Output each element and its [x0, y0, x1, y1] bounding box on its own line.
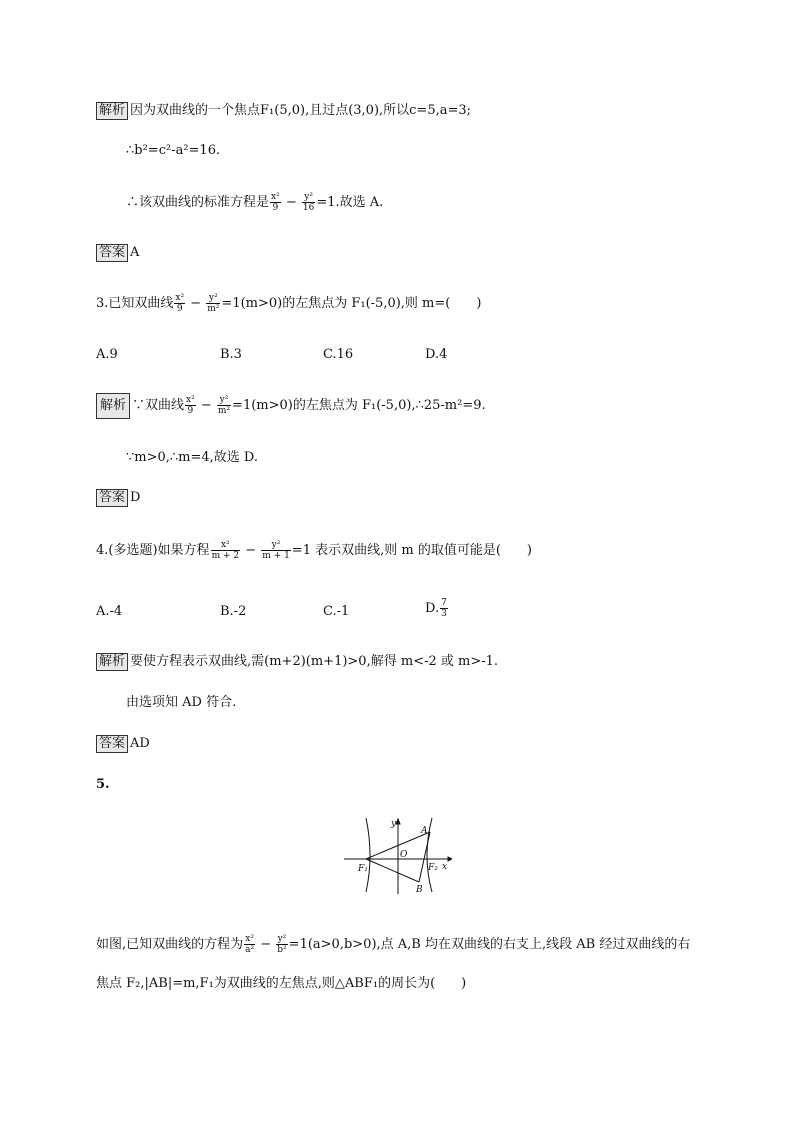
denominator: b² — [277, 945, 287, 955]
answer-tag: 答案 — [96, 244, 128, 262]
fraction — [211, 540, 241, 561]
label-y: y — [391, 819, 397, 829]
option-a: A.-4 — [96, 604, 123, 619]
denominator: m² — [217, 406, 231, 416]
option-b: B.3 — [220, 347, 242, 362]
text: 4.(多选题)如果方程 — [96, 543, 210, 558]
label-x: x — [442, 862, 448, 872]
numerator: y² — [206, 293, 220, 304]
answer-value: D — [130, 490, 141, 505]
q3-solution-line1: 解析 ∵双曲线 $\frac{\text{x²}}{9}$ − $\frac{\text{y²}}{\text{m²}}$ =1(m>0)的左焦点为 F₁(-5,0),∴25-m²=9. — [96, 393, 486, 419]
option-a: A.9 — [96, 347, 118, 362]
label-f1: F₁ — [358, 864, 368, 874]
denominator: m² — [207, 304, 220, 314]
q5-number: 5. — [96, 777, 110, 792]
left-branch — [366, 818, 370, 892]
label-o: O — [400, 850, 408, 860]
denominator: 9 — [176, 304, 183, 314]
numerator: x² — [271, 192, 280, 202]
numerator: y² — [217, 395, 231, 406]
text: ∵双曲线 — [132, 398, 185, 413]
numerator: y² — [277, 934, 287, 944]
q5-stem-line2: 焦点 F₂,|AB|=m,F₁为双曲线的左焦点,则△ABF₁的周长为( ) — [96, 976, 467, 991]
option-b: B.-2 — [220, 604, 247, 619]
fraction — [217, 395, 231, 416]
text: 如图,已知双曲线的方程为 — [96, 937, 244, 952]
hyperbola-figure — [344, 816, 452, 894]
numerator: y² — [302, 192, 315, 203]
fraction — [174, 293, 185, 314]
denominator: 9 — [272, 203, 279, 213]
denominator: m + 2 — [211, 551, 240, 561]
answer-tag: 答案 — [96, 735, 128, 753]
solution-tag: 解析 — [96, 102, 128, 120]
fraction — [244, 934, 255, 955]
numerator: y² — [261, 540, 291, 551]
text: =1(a>0,b>0),点 A,B 均在双曲线的右支上,线段 AB 经过双曲线的右 — [288, 937, 691, 952]
text: =1(m>0)的左焦点为 F₁(-5,0),∴25-m²=9. — [232, 398, 486, 413]
q4-solution-line1 — [96, 652, 498, 672]
denominator: m + 1 — [262, 551, 290, 561]
p2-solution-line3: ∴该双曲线的标准方程是 $\frac{\text{x²}}{9}$ − $\frac{\text{y²}}{16}$ =1.故选 A. — [126, 192, 384, 213]
denominator: 16 — [302, 203, 315, 213]
x-axis-arrow — [448, 857, 452, 861]
text: =1.故选 A. — [316, 195, 384, 210]
answer-value: AD — [130, 736, 150, 751]
numerator: x² — [245, 934, 254, 944]
denominator: 9 — [187, 406, 194, 416]
q4-solution-line2: 由选项知 AD 符合. — [126, 695, 237, 710]
p2-answer — [96, 243, 139, 263]
denominator: 3 — [441, 609, 447, 619]
q3-answer — [96, 488, 140, 508]
text: =1(m>0)的左焦点为 F₁(-5,0),则 m=( ) — [221, 296, 482, 311]
answer-tag: 答案 — [96, 489, 128, 507]
solution-tag: 解析 — [96, 393, 130, 419]
p2-solution-line2: ∴b²=c²-a²=16. — [126, 143, 221, 158]
option-c: C.-1 — [323, 604, 350, 619]
q3-solution-line2: ∵m>0,∴m=4,故选 D. — [126, 450, 259, 465]
numerator: x² — [211, 540, 241, 551]
text: D. — [425, 601, 440, 616]
label-b: B — [416, 885, 423, 894]
option-d: D.4 — [425, 347, 448, 362]
p2-solution-line1 — [96, 101, 471, 121]
text: ∴该双曲线的标准方程是 — [126, 195, 270, 210]
solution-text: 因为双曲线的一个焦点F₁(5,0),且过点(3,0),所以c=5,a=3; — [130, 103, 472, 118]
y-axis-arrow — [396, 819, 400, 824]
fraction — [276, 934, 287, 955]
fraction — [302, 192, 315, 213]
label-f2: F₂ — [428, 863, 438, 873]
denominator: a² — [245, 945, 255, 955]
numerator: 7 — [441, 598, 447, 608]
q4-stem: 4.(多选题)如果方程 $\frac{\text{x²}}{m + 2}$ − $\frac{\text{y²}}{m + 1}$ =1 表示双曲线,则 m 的取值可能是( ) — [96, 540, 532, 561]
q3-stem: 3.已知双曲线 $\frac{\text{x²}}{9}$ − $\frac{\text{y²}}{\text{m²}}$ =1(m>0)的左焦点为 F₁(-5,0),则 m=( ) — [96, 293, 482, 314]
text: 要使方程表示双曲线,需(m+2)(m+1)>0,解得 m<-2 或 m>-1. — [130, 654, 499, 669]
solution-tag: 解析 — [96, 653, 128, 671]
option-d — [425, 598, 449, 619]
fraction — [261, 540, 291, 561]
option-c: C.16 — [323, 347, 354, 362]
q5-stem-line1: 如图,已知双曲线的方程为 $\frac{\text{x²}}{\text{a²}}$ − $\frac{\text{y²}}{\text{b²}}$ =1(a>0,b>0),点 A,B 均在双曲线的右支上,线段 AB 经过双曲线的右 — [96, 934, 691, 955]
q4-answer — [96, 734, 150, 754]
text: 3.已知双曲线 — [96, 296, 174, 311]
right-branch — [427, 818, 432, 892]
fraction — [270, 192, 281, 213]
numerator: x² — [186, 395, 195, 405]
fraction — [206, 293, 220, 314]
answer-value: A — [130, 245, 140, 260]
segment-f1-b — [366, 859, 419, 882]
numerator: x² — [175, 293, 185, 303]
fraction — [185, 395, 196, 416]
label-a: A — [421, 826, 428, 836]
fraction — [440, 598, 448, 619]
text: =1 表示双曲线,则 m 的取值可能是( ) — [291, 543, 532, 558]
